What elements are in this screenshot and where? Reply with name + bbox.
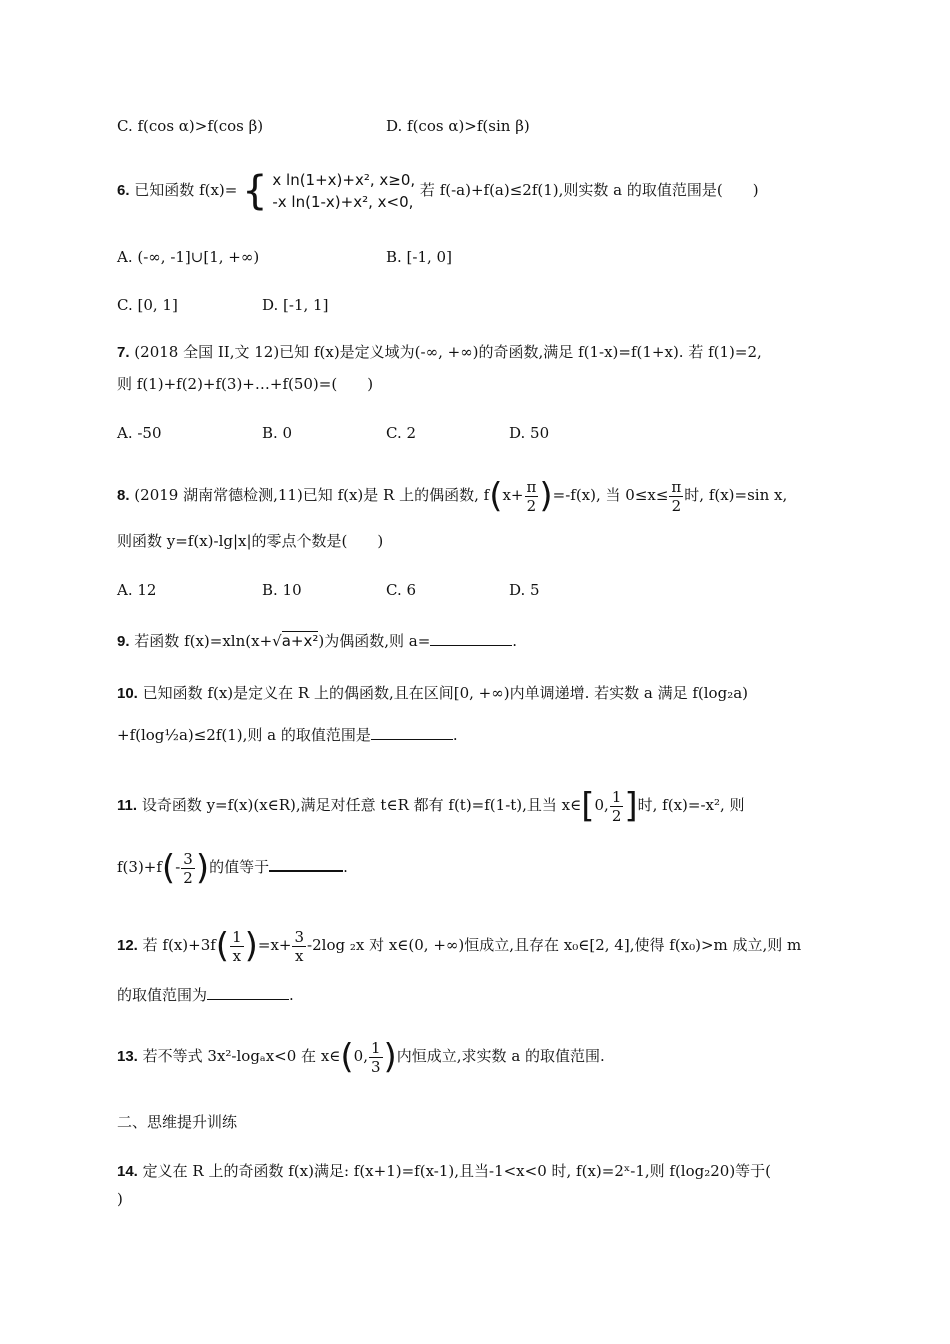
denominator: x: [295, 946, 304, 965]
answer-blank: [371, 725, 453, 740]
q11-stem-post: 时, f(x)=-x², 则: [637, 796, 745, 814]
q10-line-1: 已知函数 f(x)是定义在 R 上的偶函数,且在区间[0, +∞)内单调递增. 若实数 a 满足 f(log₂a): [142, 684, 748, 702]
question-number: 6.: [117, 182, 130, 199]
question-number: 9.: [117, 633, 130, 650]
q8-stem-pre: (2019 湖南常德检测,11)已知 f(x)是 R 上的偶函数, f: [134, 486, 490, 504]
fraction: [230, 928, 244, 965]
right-paren: ): [244, 926, 258, 966]
left-paren: (: [215, 926, 230, 966]
q8-option-d: D. 5: [509, 581, 540, 599]
question-11: [117, 782, 745, 829]
q11-end: .: [343, 858, 348, 876]
q7-option-b: B. 0: [262, 424, 293, 442]
q12-line-2: [117, 984, 294, 1006]
fraction: [181, 850, 195, 887]
section-heading: 二、思维提升训练: [117, 1113, 238, 1131]
q12-stem-mid: =x+: [257, 936, 292, 954]
fraction: [525, 478, 539, 515]
answer-blank: [430, 631, 512, 646]
q11-line-2-post: 的值等于: [209, 858, 270, 876]
numerator: π: [671, 477, 682, 496]
question-number: 7.: [117, 344, 130, 361]
q10-end: .: [452, 726, 458, 744]
numerator: 1: [232, 927, 242, 946]
numerator: 1: [611, 787, 622, 806]
q12-line-2-text: 的取值范围为: [117, 986, 208, 1004]
question-14: [117, 1160, 771, 1183]
fraction: [369, 1039, 383, 1076]
interval-start: 0,: [353, 1047, 368, 1065]
question-7: [117, 341, 762, 364]
right-paren: ): [539, 476, 553, 516]
q6-option-a: A. (-∞, -1]∪[1, +∞): [117, 248, 260, 266]
q6-option-c: C. [0, 1]: [117, 296, 178, 314]
q8-stem-mid: =-f(x), 当 0≤x≤: [552, 486, 669, 504]
q11-line-2-pre: f(3)+f: [117, 858, 162, 876]
numerator: 3: [294, 927, 305, 946]
right-bracket: ]: [624, 786, 638, 826]
q6-stem-pre: 已知函数 f(x)=: [134, 181, 238, 199]
left-paren: (: [340, 1037, 354, 1077]
right-paren: ): [195, 848, 210, 888]
left-paren: (: [161, 848, 176, 888]
q9-stem-post: )为偶函数,则 a=: [318, 632, 431, 650]
sqrt-radicand: a+x²: [281, 632, 319, 650]
q8-option-b: B. 10: [262, 581, 302, 599]
q12-stem-pre: 若 f(x)+3f: [142, 936, 216, 954]
question-number: 10.: [117, 685, 138, 702]
left-bracket: [: [581, 786, 595, 826]
q10-line-2-text: +f(log½a)≤2f(1),则 a 的取值范围是: [117, 726, 371, 744]
answer-blank: [269, 856, 343, 872]
q14-line-2: ): [117, 1190, 123, 1208]
question-8: [117, 472, 787, 519]
fraction: [292, 928, 306, 965]
question-10: [117, 682, 748, 705]
q7-option-d: D. 50: [509, 424, 550, 442]
minus-sign: -: [175, 858, 181, 876]
q11-line-2: [117, 844, 348, 890]
q5-option-d: D. f(cos α)>f(sin β): [386, 117, 530, 135]
q7-line-1: (2018 全国 II,文 12)已知 f(x)是定义域为(-∞, +∞)的奇函数,满足 f(1-x)=f(1+x). 若 f(1)=2,: [134, 343, 762, 361]
q12-end: .: [289, 986, 294, 1004]
question-6: [117, 165, 759, 216]
denominator: 2: [526, 496, 537, 515]
q8-stem-post: 时, f(x)=sin x,: [684, 486, 788, 504]
denominator: 2: [611, 806, 622, 825]
fraction: [669, 478, 683, 515]
q9-stem-pre: 若函数 f(x)=xln(x+: [134, 632, 273, 650]
denominator: 3: [370, 1057, 381, 1076]
q11-stem-pre: 设奇函数 y=f(x)(x∈R),满足对任意 t∈R 都有 f(t)=f(1-t),且当 x∈: [141, 796, 582, 814]
q7-option-a: A. -50: [117, 424, 162, 442]
q6-option-b: B. [-1, 0]: [386, 248, 452, 266]
q13-stem-pre: 若不等式 3x²-logₐx<0 在 x∈: [142, 1047, 341, 1065]
left-paren: (: [489, 476, 503, 516]
right-paren: ): [383, 1037, 397, 1077]
answer-blank: [207, 985, 289, 1000]
question-9: [117, 630, 517, 653]
fraction: [610, 788, 624, 825]
question-number: 11.: [117, 797, 138, 814]
question-number: 8.: [117, 487, 130, 504]
q10-line-2: [117, 724, 458, 746]
numerator: 1: [370, 1038, 381, 1057]
q8-line-2: 则函数 y=f(x)-lg|x|的零点个数是( ): [117, 532, 384, 550]
q5-option-c: C. f(cos α)>f(cos β): [117, 117, 264, 135]
question-13: [117, 1033, 605, 1080]
q6-stem-post: 若 f(-a)+f(a)≤2f(1),则实数 a 的取值范围是( ): [419, 181, 759, 199]
question-number: 13.: [117, 1048, 138, 1065]
question-number: 14.: [117, 1163, 138, 1180]
question-12: [117, 922, 801, 969]
denominator: 2: [183, 868, 193, 887]
q13-stem-post: 内恒成立,求实数 a 的取值范围.: [396, 1047, 605, 1065]
q9-end: .: [512, 632, 518, 650]
q6-option-d: D. [-1, 1]: [262, 296, 329, 314]
q8-option-a: A. 12: [117, 581, 157, 599]
q12-stem-post: -2log ₂x 对 x∈(0, +∞)恒成立,且存在 x₀∈[2, 4],使得 f(x₀)>m 成立,则 m: [307, 936, 802, 954]
q7-option-c: C. 2: [386, 424, 417, 442]
q7-line-2: 则 f(1)+f(2)+f(3)+…+f(50)=( ): [117, 375, 374, 393]
case-1: x ln(1+x)+x², x≥0,: [272, 171, 416, 189]
q14-line-1: 定义在 R 上的奇函数 f(x)满足: f(x+1)=f(x-1),且当-1<x<0 时, f(x)=2ˣ-1,则 f(log₂20)等于(: [142, 1162, 772, 1180]
numerator: 3: [183, 849, 193, 868]
piecewise-brace: {: [242, 168, 268, 214]
case-2: -x ln(1-x)+x², x<0,: [272, 193, 414, 211]
numerator: π: [526, 477, 537, 496]
q8-option-c: C. 6: [386, 581, 417, 599]
question-number: 12.: [117, 937, 138, 954]
piecewise-cases: [272, 169, 415, 213]
sqrt-icon: √: [272, 632, 282, 650]
interval-start: 0,: [594, 796, 609, 814]
q8-paren-content: x+: [502, 486, 524, 504]
denominator: 2: [671, 496, 682, 515]
denominator: x: [232, 946, 242, 965]
